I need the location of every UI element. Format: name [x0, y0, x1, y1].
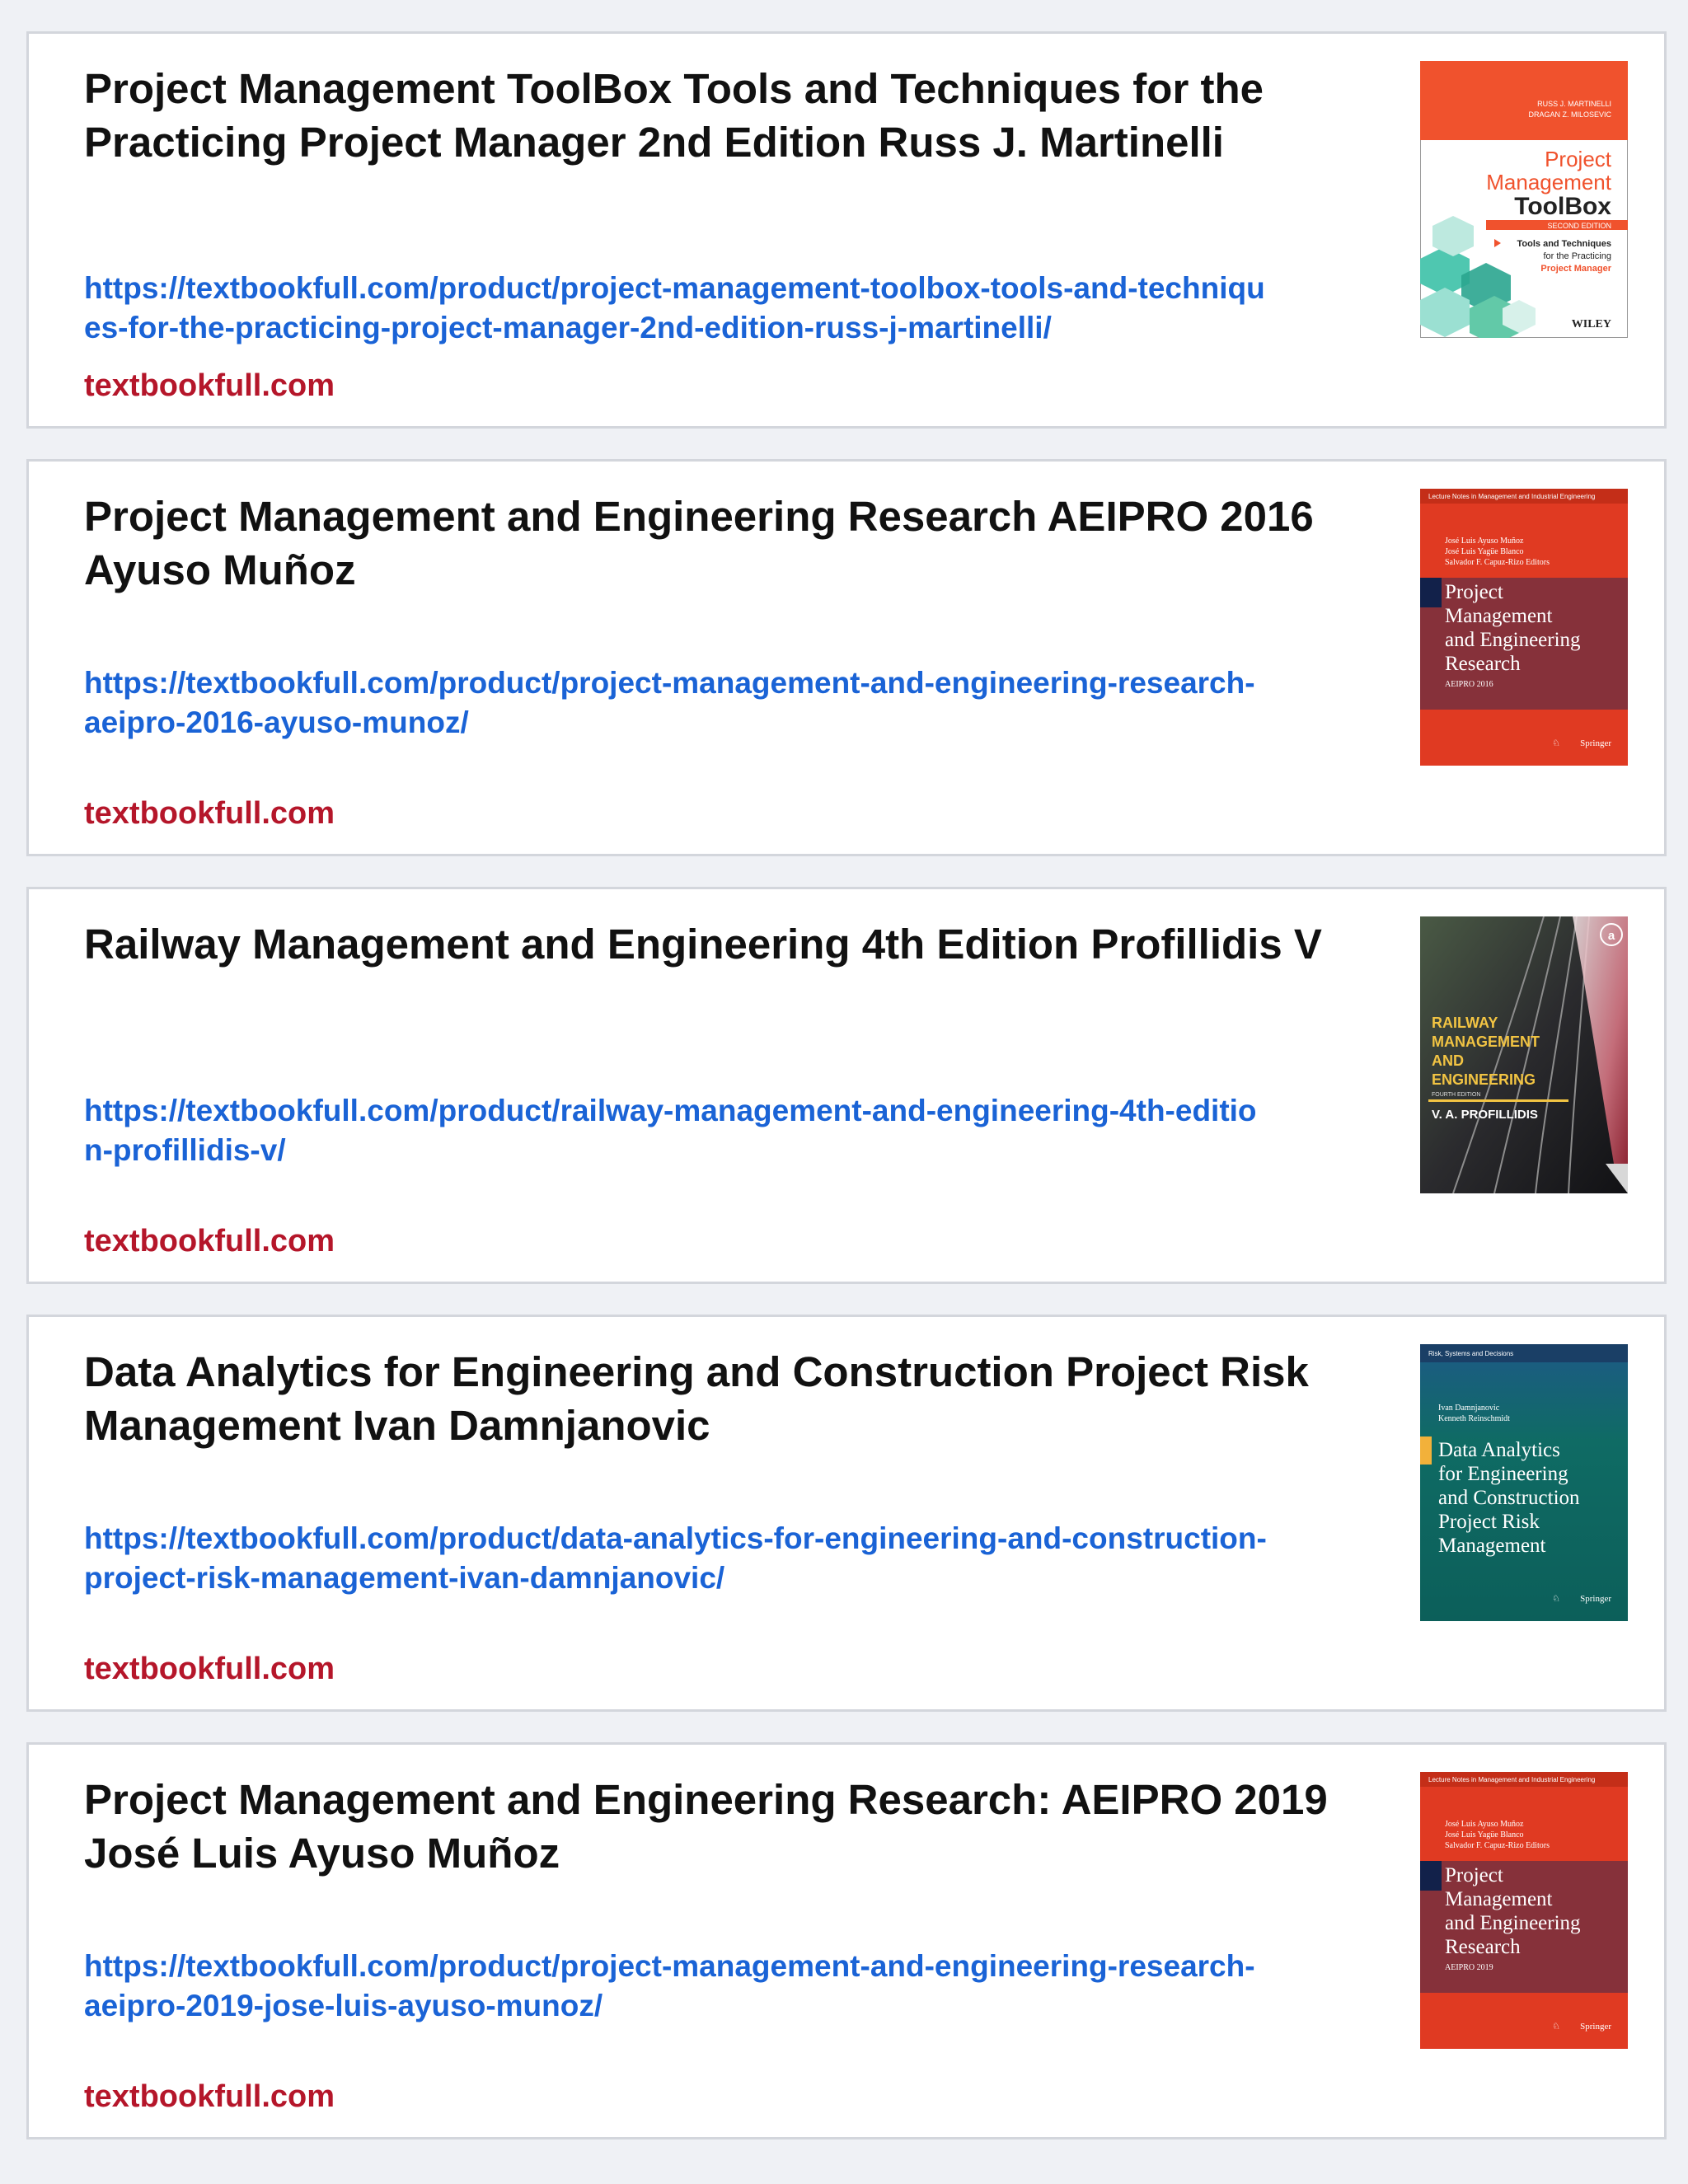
book-cover-image[interactable] [1420, 916, 1628, 1193]
cover-publisher: Springer [1580, 738, 1611, 748]
springer-icon: ♘ [1552, 2022, 1560, 2032]
book-title: Project Management ToolBox Tools and Techniques for the Practicing Project Manager 2nd Edition Russ J. Martinelli [84, 65, 1264, 166]
book-cover-image[interactable] [1420, 1344, 1628, 1621]
book-link[interactable]: https://textbookfull.com/product/project-management-and-engineering-research-aeipro-2016-ayuso-munoz/ [84, 666, 1255, 739]
cover-title-1: Data Analytics [1438, 1439, 1560, 1461]
cover-edition: FOURTH EDITION [1432, 1092, 1481, 1098]
cover-title-1: Project [1545, 147, 1611, 171]
cover-subtitle-1: Tools and Techniques [1517, 239, 1611, 249]
book-card [26, 1315, 1667, 1712]
cover-editor-2: José Luis Yagüe Blanco [1445, 1830, 1524, 1840]
cover-title-2: Management [1486, 170, 1611, 194]
cover-author: V. A. PROFILLIDIS [1432, 1108, 1538, 1122]
cover-title-3: AND [1432, 1052, 1464, 1069]
site-label: textbookfull.com [84, 1652, 335, 1686]
cover-title-1: Project [1445, 581, 1503, 603]
cover-author-1: RUSS J. MARTINELLI [1537, 100, 1611, 108]
book-cover-image[interactable] [1420, 61, 1628, 338]
book-link[interactable]: https://textbookfull.com/product/data-analytics-for-engineering-and-construction-project-risk-management-ivan-damnjanovic/ [84, 1521, 1267, 1595]
book-link[interactable]: https://textbookfull.com/product/project-management-and-engineering-research-aeipro-2019-jose-luis-ayuso-munoz/ [84, 1949, 1255, 2022]
cover-title-3: ToolBox [1514, 193, 1611, 220]
book-card [26, 1742, 1667, 2139]
cover-editor-1: José Luis Ayuso Muñoz [1445, 537, 1524, 546]
cover-publisher: Springer [1580, 2022, 1611, 2032]
book-card [26, 31, 1667, 429]
book-cover-image[interactable] [1420, 1772, 1628, 2049]
cover-title-2: for Engineering [1438, 1463, 1568, 1485]
cover-publisher: WILEY [1571, 318, 1611, 330]
springer-icon: ♘ [1552, 738, 1560, 748]
cover-edition: AEIPRO 2019 [1445, 1963, 1493, 1972]
cover-title-1: RAILWAY [1432, 1015, 1498, 1031]
cover-title-2: MANAGEMENT [1432, 1033, 1540, 1050]
cover-author-2: Kenneth Reinschmidt [1438, 1414, 1510, 1423]
cover-subtitle-2: for the Practicing [1543, 251, 1611, 261]
cover-title-1: Project [1445, 1864, 1503, 1886]
book-card [26, 459, 1667, 856]
springer-icon: ♘ [1552, 1594, 1560, 1604]
cover-editor-3: Salvador F. Capuz-Rizo Editors [1445, 1841, 1550, 1850]
cover-subtitle-3: Project Manager [1540, 264, 1611, 274]
book-title: Data Analytics for Engineering and Construction Project Risk Management Ivan Damnjanovic [84, 1348, 1309, 1449]
cover-series: Lecture Notes in Management and Industrial Engineering [1428, 493, 1596, 500]
cover-edition: AEIPRO 2016 [1445, 680, 1493, 689]
cover-title-4: ENGINEERING [1432, 1071, 1536, 1088]
cover-editor-2: José Luis Yagüe Blanco [1445, 547, 1524, 556]
cover-edition: SECOND EDITION [1547, 222, 1611, 230]
cover-author-1: Ivan Damnjanovic [1438, 1404, 1500, 1413]
cover-title-2: Management [1445, 1888, 1553, 1910]
cover-title-3: and Construction [1438, 1487, 1580, 1509]
cover-title-4: Research [1445, 1936, 1521, 1958]
book-link[interactable]: https://textbookfull.com/product/railway-management-and-engineering-4th-edition-profillidis-v/ [84, 1094, 1257, 1167]
site-label: textbookfull.com [84, 796, 335, 831]
cover-series: Lecture Notes in Management and Industrial Engineering [1428, 1776, 1596, 1783]
cover-series: Risk, Systems and Decisions [1428, 1350, 1514, 1357]
cover-title-2: Management [1445, 605, 1553, 627]
site-label: textbookfull.com [84, 1224, 335, 1258]
cover-title-5: Management [1438, 1535, 1546, 1557]
book-card [26, 887, 1667, 1284]
cover-editor-1: José Luis Ayuso Muñoz [1445, 1820, 1524, 1829]
book-title: Railway Management and Engineering 4th Edition Profillidis V [84, 921, 1322, 968]
book-title: Project Management and Engineering Research: AEIPRO 2019 José Luis Ayuso Muñoz [84, 1776, 1328, 1877]
cover-editor-3: Salvador F. Capuz-Rizo Editors [1445, 558, 1550, 567]
cover-author-2: DRAGAN Z. MILOSEVIC [1528, 110, 1611, 119]
cover-title-3: and Engineering [1445, 1912, 1581, 1934]
book-title: Project Management and Engineering Research AEIPRO 2016 Ayuso Muñoz [84, 493, 1314, 593]
publisher-logo-icon: a [1607, 929, 1615, 943]
cover-title-4: Research [1445, 653, 1521, 675]
site-label: textbookfull.com [84, 2079, 335, 2114]
cover-title-3: and Engineering [1445, 629, 1581, 651]
site-label: textbookfull.com [84, 368, 335, 403]
cover-publisher: Springer [1580, 1594, 1611, 1604]
book-cover-image[interactable] [1420, 489, 1628, 766]
book-link[interactable]: https://textbookfull.com/product/project-management-toolbox-tools-and-techniques-for-the-practicing-project-manager-2nd-edition-russ-j-martinelli/ [84, 271, 1265, 344]
cover-title-4: Project Risk [1438, 1511, 1540, 1533]
